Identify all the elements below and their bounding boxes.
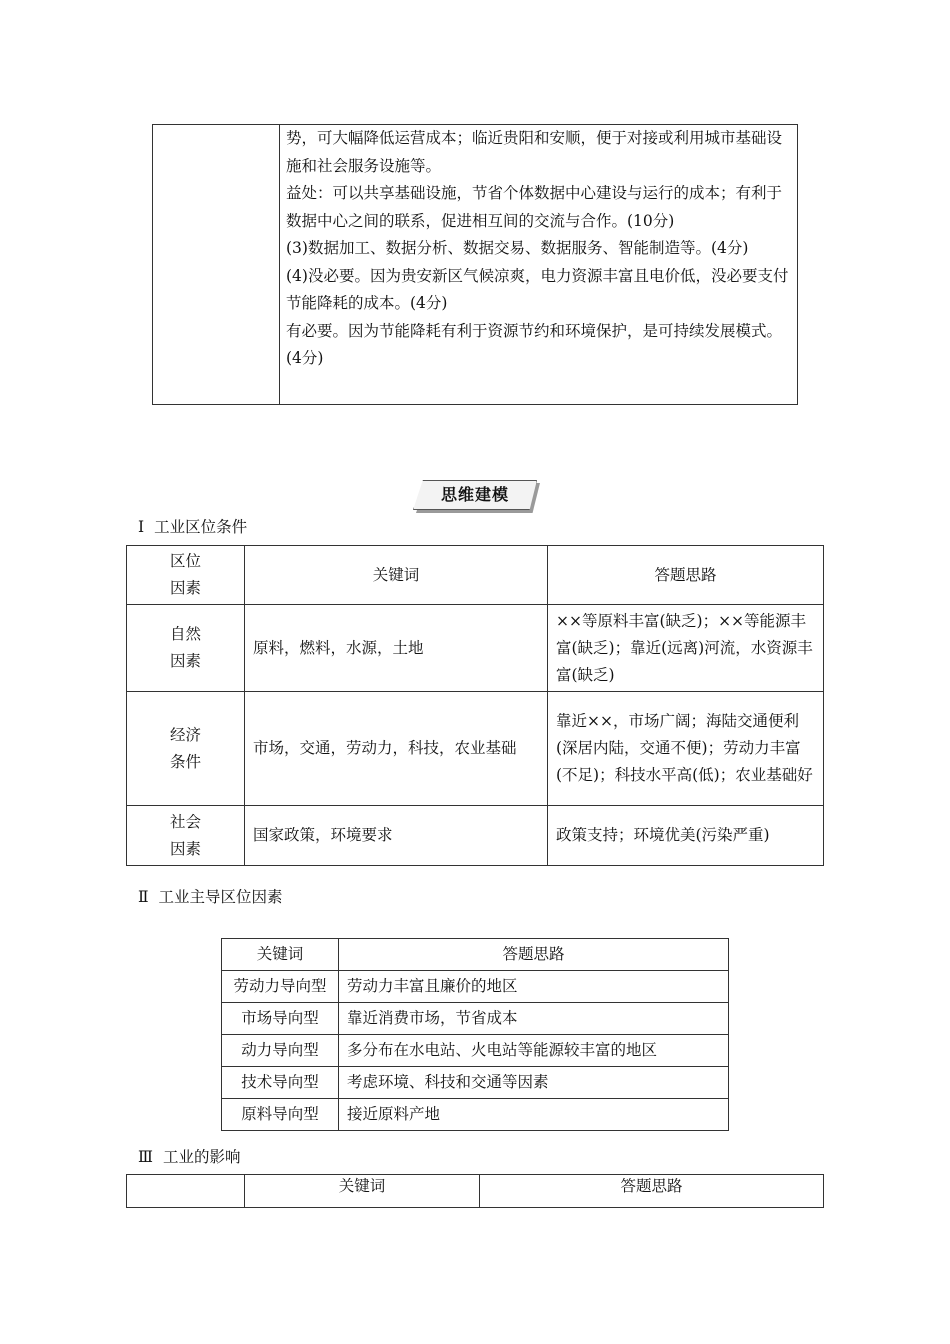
factor-cell: 自然 因素	[127, 605, 245, 692]
header-empty	[127, 1175, 245, 1208]
section3-number: Ⅲ	[138, 1148, 153, 1166]
factor-cell: 社会 因素	[127, 806, 245, 866]
section-banner	[413, 480, 537, 510]
header-keywords: 关键词	[245, 546, 548, 605]
approach-cell: 靠近消费市场，节省成本	[339, 1003, 729, 1035]
answer-table	[152, 124, 798, 405]
header-approach: 答题思路	[548, 546, 824, 605]
section3-heading	[138, 1145, 240, 1167]
keywords-cell: 原料，燃料，水源，土地	[245, 605, 548, 692]
section1-number: Ⅰ	[138, 518, 145, 536]
table-row	[127, 692, 824, 806]
table-row	[127, 605, 824, 692]
answer-line: 益处：可以共享基础设施，节省个体数据中心建设与运行的成本；有利于数据中心之间的联系，促进相互间的交流与合作。(10分)	[286, 184, 783, 230]
answer-empty-cell	[153, 125, 280, 405]
type-cell: 动力导向型	[222, 1035, 339, 1067]
table-row	[222, 971, 729, 1003]
approach-cell: 劳动力丰富且廉价的地区	[339, 971, 729, 1003]
table-row	[222, 1067, 729, 1099]
type-cell: 市场导向型	[222, 1003, 339, 1035]
section2-heading	[138, 885, 283, 907]
answer-line: (4)没必要。因为贵安新区气候凉爽，电力资源丰富且电价低，没必要支付节能降耗的成本。(4分)	[286, 266, 789, 312]
keywords-cell: 国家政策，环境要求	[245, 806, 548, 866]
factor-cell: 经济 条件	[127, 692, 245, 806]
banner-title: 思维建模	[440, 485, 509, 504]
answer-line: (3)数据加工、数据分析、数据交易、数据服务、智能制造等。(4分)	[286, 239, 749, 257]
table-row	[222, 1099, 729, 1131]
section3-title: 工业的影响	[162, 1148, 241, 1166]
approach-cell: ××等原料丰富(缺乏)；××等能源丰富(缺乏)；靠近(远离)河流，水资源丰富(缺乏)	[548, 605, 824, 692]
table-row	[222, 1035, 729, 1067]
approach-cell: 考虑环境、科技和交通等因素	[339, 1067, 729, 1099]
header-approach: 答题思路	[480, 1175, 824, 1208]
header-approach: 答题思路	[339, 939, 729, 971]
type-cell: 技术导向型	[222, 1067, 339, 1099]
keywords-cell: 市场，交通，劳动力，科技，农业基础	[245, 692, 548, 806]
type-cell: 劳动力导向型	[222, 971, 339, 1003]
table-row	[127, 806, 824, 866]
table-row	[222, 1003, 729, 1035]
approach-cell: 接近原料产地	[339, 1099, 729, 1131]
industry-impact-table	[126, 1174, 824, 1208]
section1-title: 工业区位条件	[154, 518, 248, 536]
header-keywords: 关键词	[222, 939, 339, 971]
location-factors-table	[126, 545, 824, 866]
table-header-row	[222, 939, 729, 971]
section2-number: Ⅱ	[138, 888, 149, 906]
dominant-factors-table	[221, 938, 729, 1131]
approach-cell: 政策支持；环境优美(污染严重)	[548, 806, 824, 866]
section1-heading	[138, 515, 247, 537]
approach-cell: 靠近××，市场广阔；海陆交通便利(深居内陆，交通不便)；劳动力丰富(不足)；科技水平高(低)；农业基础好	[548, 692, 824, 806]
section2-title: 工业主导区位因素	[158, 888, 283, 906]
header-keywords: 关键词	[245, 1175, 480, 1208]
answer-line: 有必要。因为节能降耗有利于资源节约和环境保护，是可持续发展模式。(4分)	[286, 321, 783, 367]
answer-line: 势，可大幅降低运营成本；临近贵阳和安顺，便于对接或利用城市基础设施和社会服务设施等。	[286, 129, 783, 175]
header-factor: 区位 因素	[127, 546, 245, 605]
table-header-row	[127, 1175, 824, 1208]
type-cell: 原料导向型	[222, 1099, 339, 1131]
approach-cell: 多分布在水电站、火电站等能源较丰富的地区	[339, 1035, 729, 1067]
answer-content-cell	[280, 125, 798, 405]
table-header-row	[127, 546, 824, 605]
